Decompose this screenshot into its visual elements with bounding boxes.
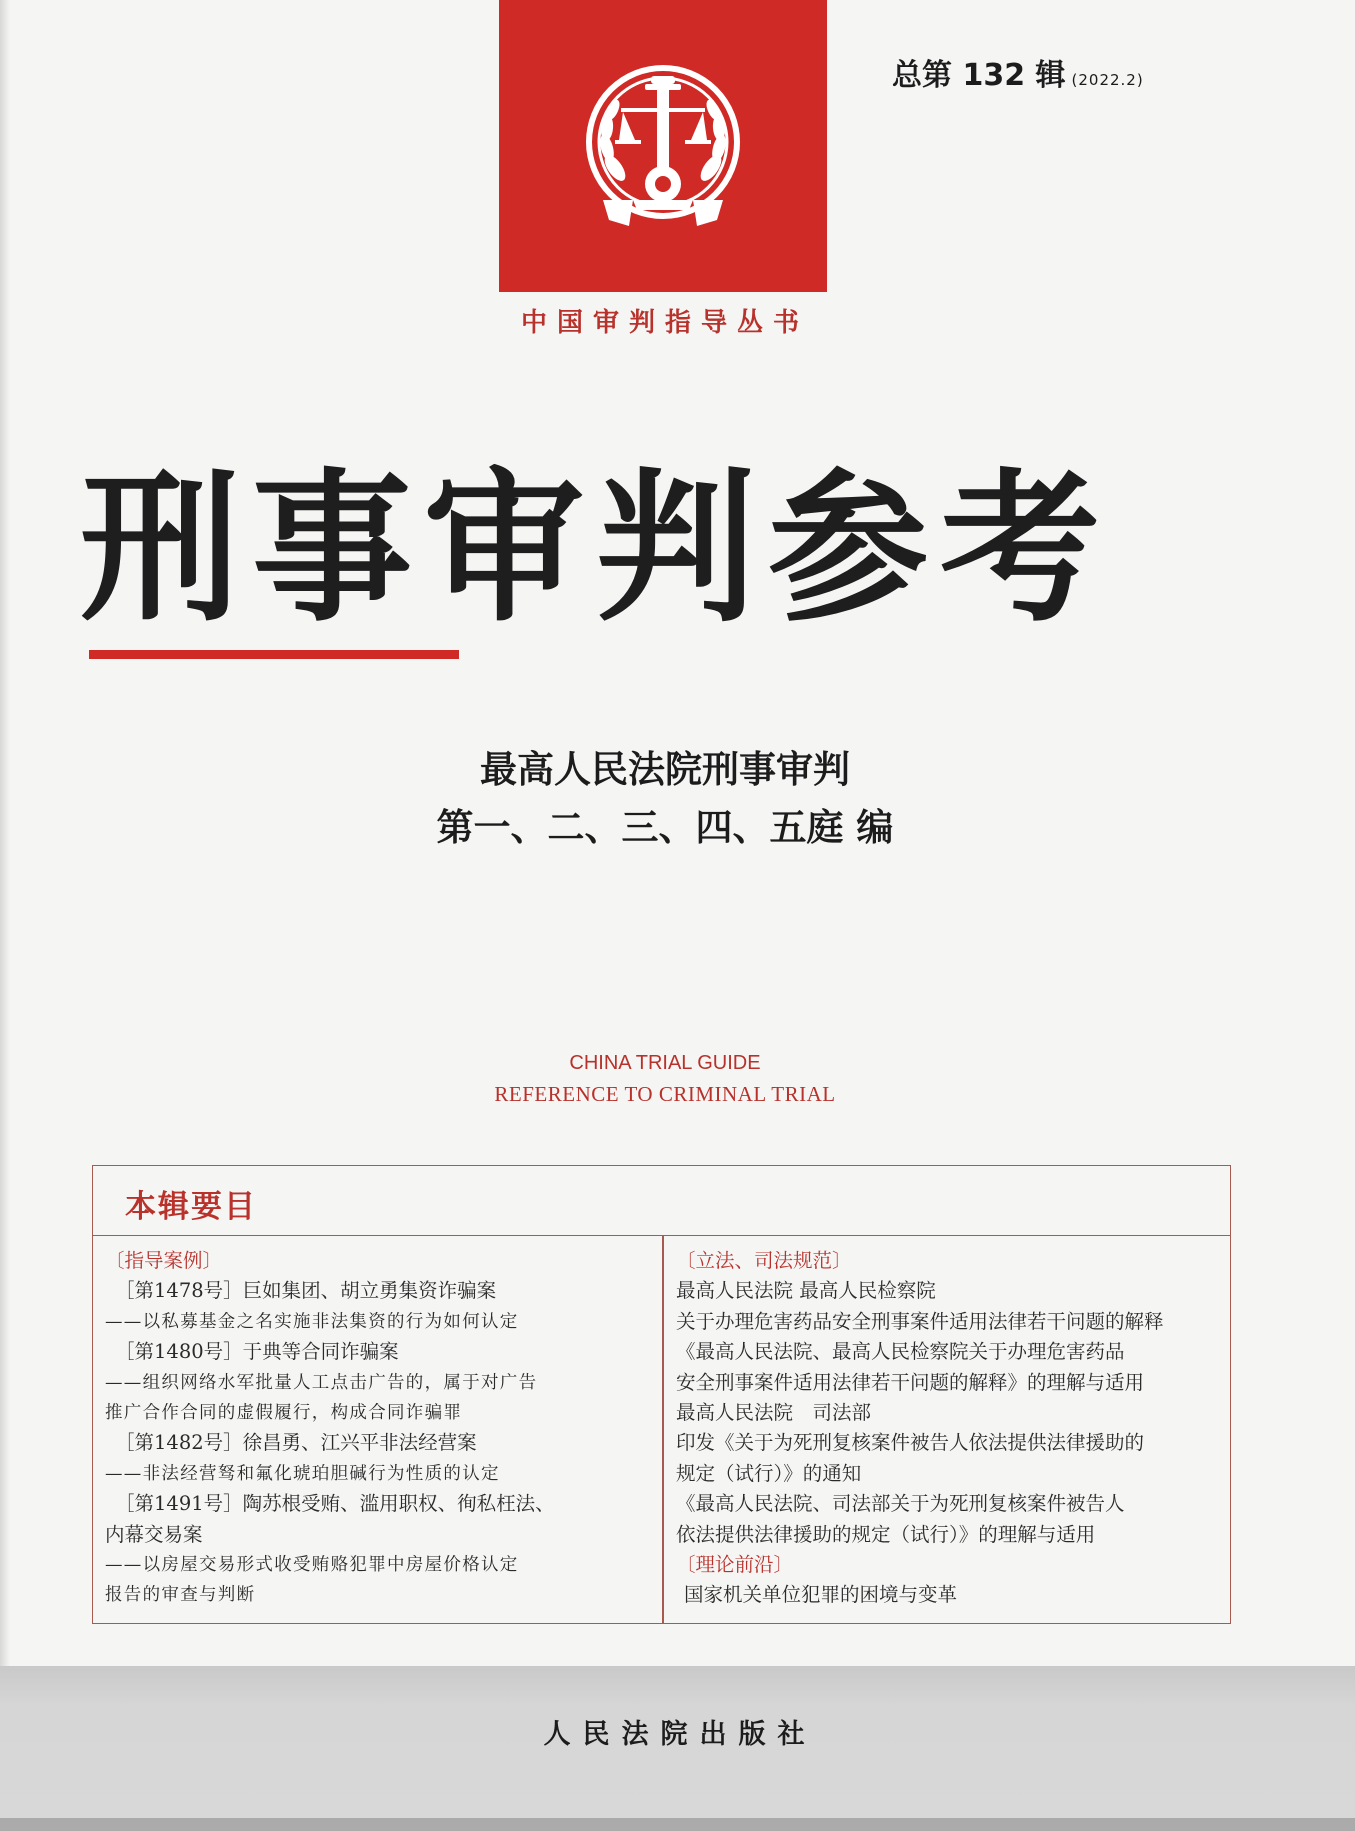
english-series: CHINA TRIAL GUIDE <box>569 1052 761 1074</box>
left-entry: 推广合作合同的虚假履行，构成合同诈骗罪 <box>105 1402 463 1423</box>
left-entry: ［第1491号］陶苏根受贿、滥用职权、徇私枉法、 <box>115 1492 555 1516</box>
editor-line-2: 第一、二、三、四、五庭 编 <box>436 805 894 849</box>
left-entry: ［第1482号］徐昌勇、江兴平非法经营案 <box>115 1431 477 1455</box>
left-entry: ——组织网络水军批量人工点击广告的，属于对广告 <box>105 1372 538 1393</box>
right-entry: 〔立法、司法规范〕 <box>676 1249 852 1272</box>
contents-header <box>93 1166 1230 1236</box>
court-emblem-icon <box>563 50 763 250</box>
contents-left-column <box>105 1246 655 1611</box>
title-underline <box>89 650 459 659</box>
left-entry: 报告的审查与判断 <box>105 1585 256 1606</box>
english-title: REFERENCE TO CRIMINAL TRIAL <box>494 1082 836 1106</box>
right-entry: 依法提供法律援助的规定（试行）》的理解与适用 <box>676 1522 1096 1546</box>
issue-label: 总第 132 辑 <box>892 58 1066 93</box>
series-title: 中国审判指导丛书 <box>520 308 809 338</box>
left-entry: ——以私募基金之名实施非法集资的行为如何认定 <box>105 1311 519 1332</box>
left-entry: ［第1480号］于典等合同诈骗案 <box>115 1340 399 1364</box>
contents-heading: 本辑要目 <box>125 1189 257 1225</box>
left-entry: 内幕交易案 <box>105 1522 203 1546</box>
right-entry: 规定（试行）》的通知 <box>676 1461 862 1485</box>
right-entry: 〔理论前沿〕 <box>676 1552 794 1576</box>
editor-block <box>300 740 1030 856</box>
right-entry: 最高人民法院 最高人民检察院 <box>676 1279 936 1303</box>
contents-right-column <box>676 1246 1221 1611</box>
right-entry: 关于办理危害药品安全刑事案件适用法律若干问题的解释 <box>676 1309 1164 1333</box>
left-entry: ［第1478号］巨如集团、胡立勇集资诈骗案 <box>115 1279 497 1303</box>
contents-divider <box>662 1236 664 1623</box>
editor-line-1: 最高人民法院刑事审判 <box>480 747 850 791</box>
spine-shadow <box>0 0 10 1831</box>
emblem-panel <box>499 0 827 292</box>
main-title: 刑事审判参考 <box>80 452 1113 644</box>
right-entry: 印发《关于为死刑复核案件被告人依法提供法律援助的 <box>676 1431 1145 1455</box>
left-entry: 〔指导案例〕 <box>105 1249 223 1272</box>
publisher-name: 人民法院出版社 <box>543 1719 817 1750</box>
issue-number <box>892 50 1144 94</box>
left-entry: ——以房屋交易形式收受贿赂犯罪中房屋价格认定 <box>105 1554 519 1575</box>
right-entry: 国家机关单位犯罪的困境与变革 <box>684 1583 958 1607</box>
right-entry: 最高人民法院 司法部 <box>676 1400 872 1424</box>
left-entry: ——非法经营驽和氟化琥珀胆碱行为性质的认定 <box>105 1463 500 1484</box>
right-entry: 《最高人民法院、司法部关于为死刑复核案件被告人 <box>676 1492 1125 1516</box>
issue-date: (2022.2) <box>1071 71 1144 89</box>
scan-edge <box>0 1818 1355 1831</box>
contents-box <box>92 1165 1231 1624</box>
right-entry: 安全刑事案件适用法律若干问题的解释》的理解与适用 <box>676 1370 1145 1394</box>
right-entry: 《最高人民法院、最高人民检察院关于办理危害药品 <box>676 1340 1125 1364</box>
